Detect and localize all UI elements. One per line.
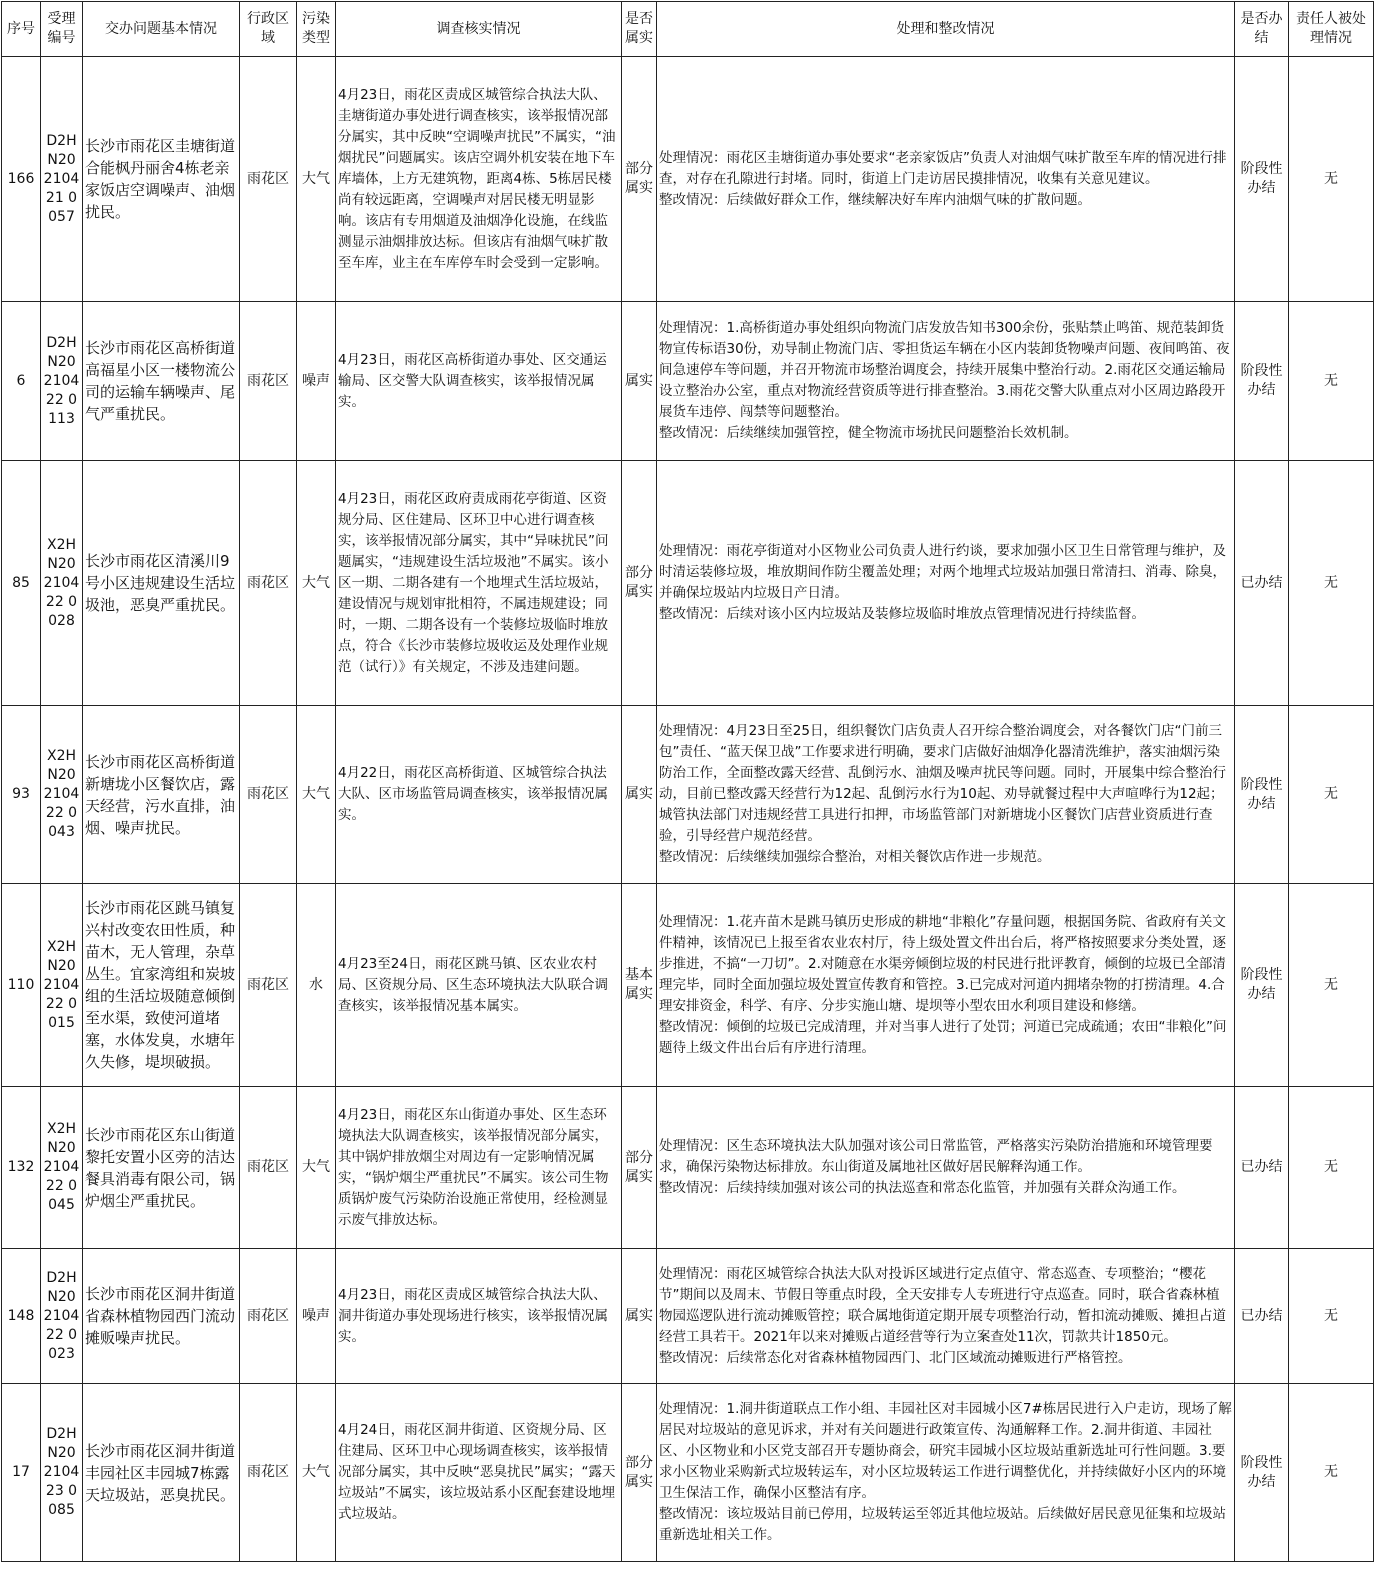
row-penalty: 无 (1289, 461, 1374, 706)
table-row (2, 57, 1374, 302)
row-investigation: 4月22日，雨花区高桥街道、区城管综合执法大队、区市场监管局调查核实，该举报情况属实。 (336, 706, 622, 884)
table-row (2, 706, 1374, 884)
row-investigation: 4月23日，雨花区责成区城管综合执法大队、圭塘街道办事处进行调查核实，该举报情况部分属实，其中反映“空调噪声扰民”不属实，“油烟扰民”问题属实。该店空调外机安装在地下车库墙体，上方无建筑物，距离4栋、5栋居民楼尚有较远距离，空调噪声对居民楼无明显影响。该店有专用烟道及油烟净化设施，在线监测显示油烟排放达标。但该店有油烟气味扩散至车库，业主在车库停车时会受到一定影响。 (336, 57, 622, 302)
row-handling-cell (657, 706, 1235, 884)
header-district: 行政区域 (240, 2, 297, 57)
row-verified: 基本属实 (622, 884, 657, 1087)
row-handling: 处理情况：雨花区圭塘街道办事处要求“老亲家饭店”负责人对油烟气味扩散至车库的情况进行排查，对存在孔隙进行封堵。同时，街道上门走访居民摸排情况，收集有关意见建议。 (659, 149, 1227, 187)
row-problem: 长沙市雨花区洞井街道省森林植物园西门流动摊贩噪声扰民。 (83, 1249, 240, 1384)
row-pollution: 水 (297, 884, 336, 1087)
row-problem: 长沙市雨花区圭塘街道合能枫丹丽舍4栋老亲家饭店空调噪声、油烟扰民。 (83, 57, 240, 302)
row-district: 雨花区 (240, 57, 297, 302)
row-handling: 处理情况：1.洞井街道联点工作小组、丰园社区对丰园城小区7#栋居民进行入户走访，现场了解居民对垃圾站的意见诉求，并对有关问题进行政策宣传、沟通解释工作。2.洞井街道、丰园社区、小区物业和小区党支部召开专题协商会，研究丰园城小区垃圾站重新选址可行性问题。3.要求小区物业采购新式垃圾转运车，对小区垃圾转运工作进行调整优化，并持续做好小区内的环境卫生保洁工作，确保小区整洁有序。 (659, 1401, 1232, 1501)
row-district: 雨花区 (240, 302, 297, 461)
row-problem: 长沙市雨花区高桥街道新塘垅小区餐饮店，露天经营，污水直排，油烟、噪声扰民。 (83, 706, 240, 884)
row-problem: 长沙市雨花区高桥街道高福星小区一楼物流公司的运输车辆噪声、尾气严重扰民。 (83, 302, 240, 461)
row-penalty: 无 (1289, 706, 1374, 884)
row-no: 85 (2, 461, 41, 706)
row-rectification: 整改情况：后续持续加强对该公司的执法巡查和常态化监管，并加强有关群众沟通工作。 (659, 1180, 1186, 1196)
header-pollution: 污染类型 (297, 2, 336, 57)
row-verified: 属实 (622, 302, 657, 461)
row-verified: 部分属实 (622, 461, 657, 706)
row-pollution: 大气 (297, 1087, 336, 1249)
row-no: 17 (2, 1384, 41, 1562)
row-case-id: D2HN20210422 0023 (41, 1249, 83, 1384)
table-row (2, 302, 1374, 461)
row-rectification: 整改情况：该垃圾站目前已停用，垃圾转运至邻近其他垃圾站。后续做好居民意见征集和垃圾站重新选址相关工作。 (659, 1506, 1226, 1543)
row-handling: 处理情况：雨花亭街道对小区物业公司负责人进行约谈，要求加强小区卫生日常管理与维护，及时清运装修垃圾，堆放期间作防尘覆盖处理；对两个地埋式垃圾站加强日常清扫、消毒、除臭，并确保垃圾站内垃圾日产日清。 (659, 543, 1226, 601)
header-problem: 交办问题基本情况 (83, 2, 240, 57)
row-district: 雨花区 (240, 884, 297, 1087)
table-row (2, 1087, 1374, 1249)
row-pollution: 大气 (297, 461, 336, 706)
row-closed: 阶段性办结 (1235, 302, 1289, 461)
row-penalty: 无 (1289, 1384, 1374, 1562)
row-rectification: 整改情况：后续做好群众工作，继续解决好车库内油烟气味的扩散问题。 (659, 191, 1091, 208)
row-closed: 阶段性办结 (1235, 57, 1289, 302)
row-problem: 长沙市雨花区洞井街道丰园社区丰园城7栋露天垃圾站，恶臭扰民。 (83, 1384, 240, 1562)
row-no: 148 (2, 1249, 41, 1384)
row-rectification: 整改情况：后续继续加强综合整治，对相关餐饮店作进一步规范。 (659, 849, 1051, 865)
row-handling: 处理情况：1.花卉苗木是跳马镇历史形成的耕地“非粮化”存量问题，根据国务院、省政府有关文件精神，该情况已上报至省农业农村厅，待上级处置文件出台后，将严格按照要求分类处置，逐步推进，不搞“一刀切”。2.对随意在水渠旁倾倒垃圾的村民进行批评教育，倾倒的垃圾已全部清理完毕，同时全面加强垃圾处置宣传教育和管控。3.已完成对河道内拥堵杂物的打捞清理。4.合理安排资金，科学、有序、分步实施山塘、堤坝等小型农田水利项目建设和修缮。 (659, 913, 1226, 1014)
row-no: 166 (2, 57, 41, 302)
table-row (2, 461, 1374, 706)
row-no: 132 (2, 1087, 41, 1249)
row-verified: 部分属实 (622, 1384, 657, 1562)
row-rectification: 整改情况：倾倒的垃圾已完成清理，并对当事人进行了处罚；河道已完成疏通；农田“非粮化”问题待上级文件出台后有序进行清理。 (659, 1018, 1227, 1056)
row-verified: 部分属实 (622, 1087, 657, 1249)
row-problem: 长沙市雨花区东山街道黎托安置小区旁的洁达餐具消毒有限公司，锅炉烟尘严重扰民。 (83, 1087, 240, 1249)
table-row (2, 1249, 1374, 1384)
row-closed: 已办结 (1235, 1249, 1289, 1384)
row-handling: 处理情况：1.高桥街道办事处组织向物流门店发放告知书300余份，张贴禁止鸣笛、规范装卸货物宣传标语30份，劝导制止物流门店、零担货运车辆在小区内装卸货物噪声问题、夜间鸣笛、夜间急速停车等问题，并召开物流市场整治调度会，持续开展集中整治行动。2.雨花区交通运输局设立整治办公室，重点对物流经营资质等进行排查整治。3.雨花交警大队重点对小区周边路段开展货车违停、闯禁等问题整治。 (659, 320, 1230, 420)
row-penalty: 无 (1289, 1087, 1374, 1249)
header-row (2, 2, 1374, 57)
row-pollution: 噪声 (297, 1249, 336, 1384)
row-investigation: 4月23日，雨花区东山街道办事处、区生态环境执法大队调查核实，该举报情况部分属实，其中锅炉排放烟尘对周边有一定影响情况属实，“锅炉烟尘严重扰民”不属实。该公司生物质锅炉废气污染防治设施正常使用，经检测显示废气排放达标。 (336, 1087, 622, 1249)
row-handling-cell (657, 1384, 1235, 1562)
header-penalty: 责任人被处理情况 (1289, 2, 1374, 57)
row-investigation: 4月24日，雨花区洞井街道、区资规分局、区住建局、区环卫中心现场调查核实，该举报情况部分属实，其中反映“恶臭扰民”属实；“露天垃圾站”不属实，该垃圾站系小区配套建设地埋式垃圾站。 (336, 1384, 622, 1562)
header-closed: 是否办结 (1235, 2, 1289, 57)
row-verified: 部分属实 (622, 57, 657, 302)
row-investigation: 4月23日，雨花区高桥街道办事处、区交通运输局、区交警大队调查核实，该举报情况属实。 (336, 302, 622, 461)
row-closed: 阶段性办结 (1235, 1384, 1289, 1562)
row-handling: 处理情况：4月23日至25日，组织餐饮门店负责人召开综合整治调度会，对各餐饮门店“门前三包”责任、“蓝天保卫战”工作要求进行明确，要求门店做好油烟净化器清洗维护，落实油烟污染防治工作，全面整改露天经营、乱倒污水、油烟及噪声扰民等问题。同时，开展集中综合整治行动，目前已整改露天经营行为12起、乱倒污水行为10起、劝导就餐过程中大声喧哗行为12起；城管执法部门对违规经营工具进行扣押，市场监管部门对新塘垅小区餐饮门店营业资质进行查验，引导经营户规范经营。 (659, 723, 1226, 844)
row-penalty: 无 (1289, 1249, 1374, 1384)
case-table (1, 1, 1374, 1562)
row-handling: 处理情况：雨花区城管综合执法大队对投诉区域进行定点值守、常态巡查、专项整治；“樱花节”期间以及周末、节假日等重点时段，全天安排专人专班进行守点巡查。同时，联合省森林植物园巡逻队进行流动摊贩管控；联合属地街道定期开展专项整治行动，暂扣流动摊贩、摊担占道经营工具若干。2021年以来对摊贩占道经营等行为立案查处11次，罚款共计1850元。 (659, 1265, 1226, 1345)
row-district: 雨花区 (240, 706, 297, 884)
row-rectification: 整改情况：后续继续加强管控，健全物流市场扰民问题整治长效机制。 (659, 425, 1078, 441)
header-verified: 是否属实 (622, 2, 657, 57)
row-pollution: 噪声 (297, 302, 336, 461)
row-closed: 已办结 (1235, 1087, 1289, 1249)
row-case-id: D2HN20210421 0057 (41, 57, 83, 302)
row-handling-cell (657, 461, 1235, 706)
row-district: 雨花区 (240, 1384, 297, 1562)
row-no: 6 (2, 302, 41, 461)
row-problem: 长沙市雨花区跳马镇复兴村改变农田性质，种苗木，无人管理，杂草丛生。宜家湾组和炭坡组的生活垃圾随意倾倒至水渠，致使河道堵塞，水体发臭，水塘年久失修，堤坝破损。 (83, 884, 240, 1087)
row-rectification: 整改情况：后续对该小区内垃圾站及装修垃圾临时堆放点管理情况进行持续监督。 (659, 606, 1145, 622)
header-no: 序号 (2, 2, 41, 57)
row-pollution: 大气 (297, 706, 336, 884)
row-district: 雨花区 (240, 461, 297, 706)
row-closed: 阶段性办结 (1235, 884, 1289, 1087)
row-penalty: 无 (1289, 57, 1374, 302)
row-investigation: 4月23日，雨花区政府责成雨花亭街道、区资规分局、区住建局、区环卫中心进行调查核实，该举报情况部分属实，其中“异味扰民”问题属实，“违规建设生活垃圾池”不属实。该小区一期、二期各建有一个地埋式生活垃圾站，建设情况与规划审批相符，不属违规建设；同时，一期、二期各设有一个装修垃圾临时堆放点，符合《长沙市装修垃圾收运及处理作业规范（试行）》有关规定，不涉及违建问题。 (336, 461, 622, 706)
row-case-id: X2HN20210422 0028 (41, 461, 83, 706)
table-row (2, 884, 1374, 1087)
row-no: 110 (2, 884, 41, 1087)
row-rectification: 整改情况：后续常态化对省森林植物园西门、北门区域流动摊贩进行严格管控。 (659, 1349, 1132, 1366)
row-problem: 长沙市雨花区清溪川9号小区违规建设生活垃圾池，恶臭严重扰民。 (83, 461, 240, 706)
row-verified: 属实 (622, 706, 657, 884)
row-penalty: 无 (1289, 884, 1374, 1087)
row-verified: 属实 (622, 1249, 657, 1384)
row-district: 雨花区 (240, 1087, 297, 1249)
row-handling: 处理情况：区生态环境执法大队加强对该公司日常监管，严格落实污染防治措施和环境管理要求，确保污染物达标排放。东山街道及属地社区做好居民解释沟通工作。 (659, 1138, 1213, 1175)
row-handling-cell (657, 1087, 1235, 1249)
row-no: 93 (2, 706, 41, 884)
row-closed: 已办结 (1235, 461, 1289, 706)
header-case-id: 受理编号 (41, 2, 83, 57)
row-handling-cell (657, 884, 1235, 1087)
row-investigation: 4月23至24日，雨花区跳马镇、区农业农村局、区资规分局、区生态环境执法大队联合调查核实，该举报情况基本属实。 (336, 884, 622, 1087)
row-pollution: 大气 (297, 57, 336, 302)
row-penalty: 无 (1289, 302, 1374, 461)
row-case-id: D2HN20210422 0113 (41, 302, 83, 461)
row-district: 雨花区 (240, 1249, 297, 1384)
header-investigation: 调查核实情况 (336, 2, 622, 57)
row-handling-cell (657, 1249, 1235, 1384)
table-row (2, 1384, 1374, 1562)
row-case-id: X2HN20210422 0045 (41, 1087, 83, 1249)
row-handling-cell (657, 57, 1235, 302)
row-closed: 阶段性办结 (1235, 706, 1289, 884)
header-handling: 处理和整改情况 (657, 2, 1235, 57)
row-case-id: X2HN20210422 0015 (41, 884, 83, 1087)
row-pollution: 大气 (297, 1384, 336, 1562)
row-case-id: D2HN20210423 0085 (41, 1384, 83, 1562)
row-handling-cell (657, 302, 1235, 461)
row-investigation: 4月23日，雨花区责成区城管综合执法大队、洞井街道办事处现场进行核实，该举报情况属实。 (336, 1249, 622, 1384)
row-case-id: X2HN20210422 0043 (41, 706, 83, 884)
